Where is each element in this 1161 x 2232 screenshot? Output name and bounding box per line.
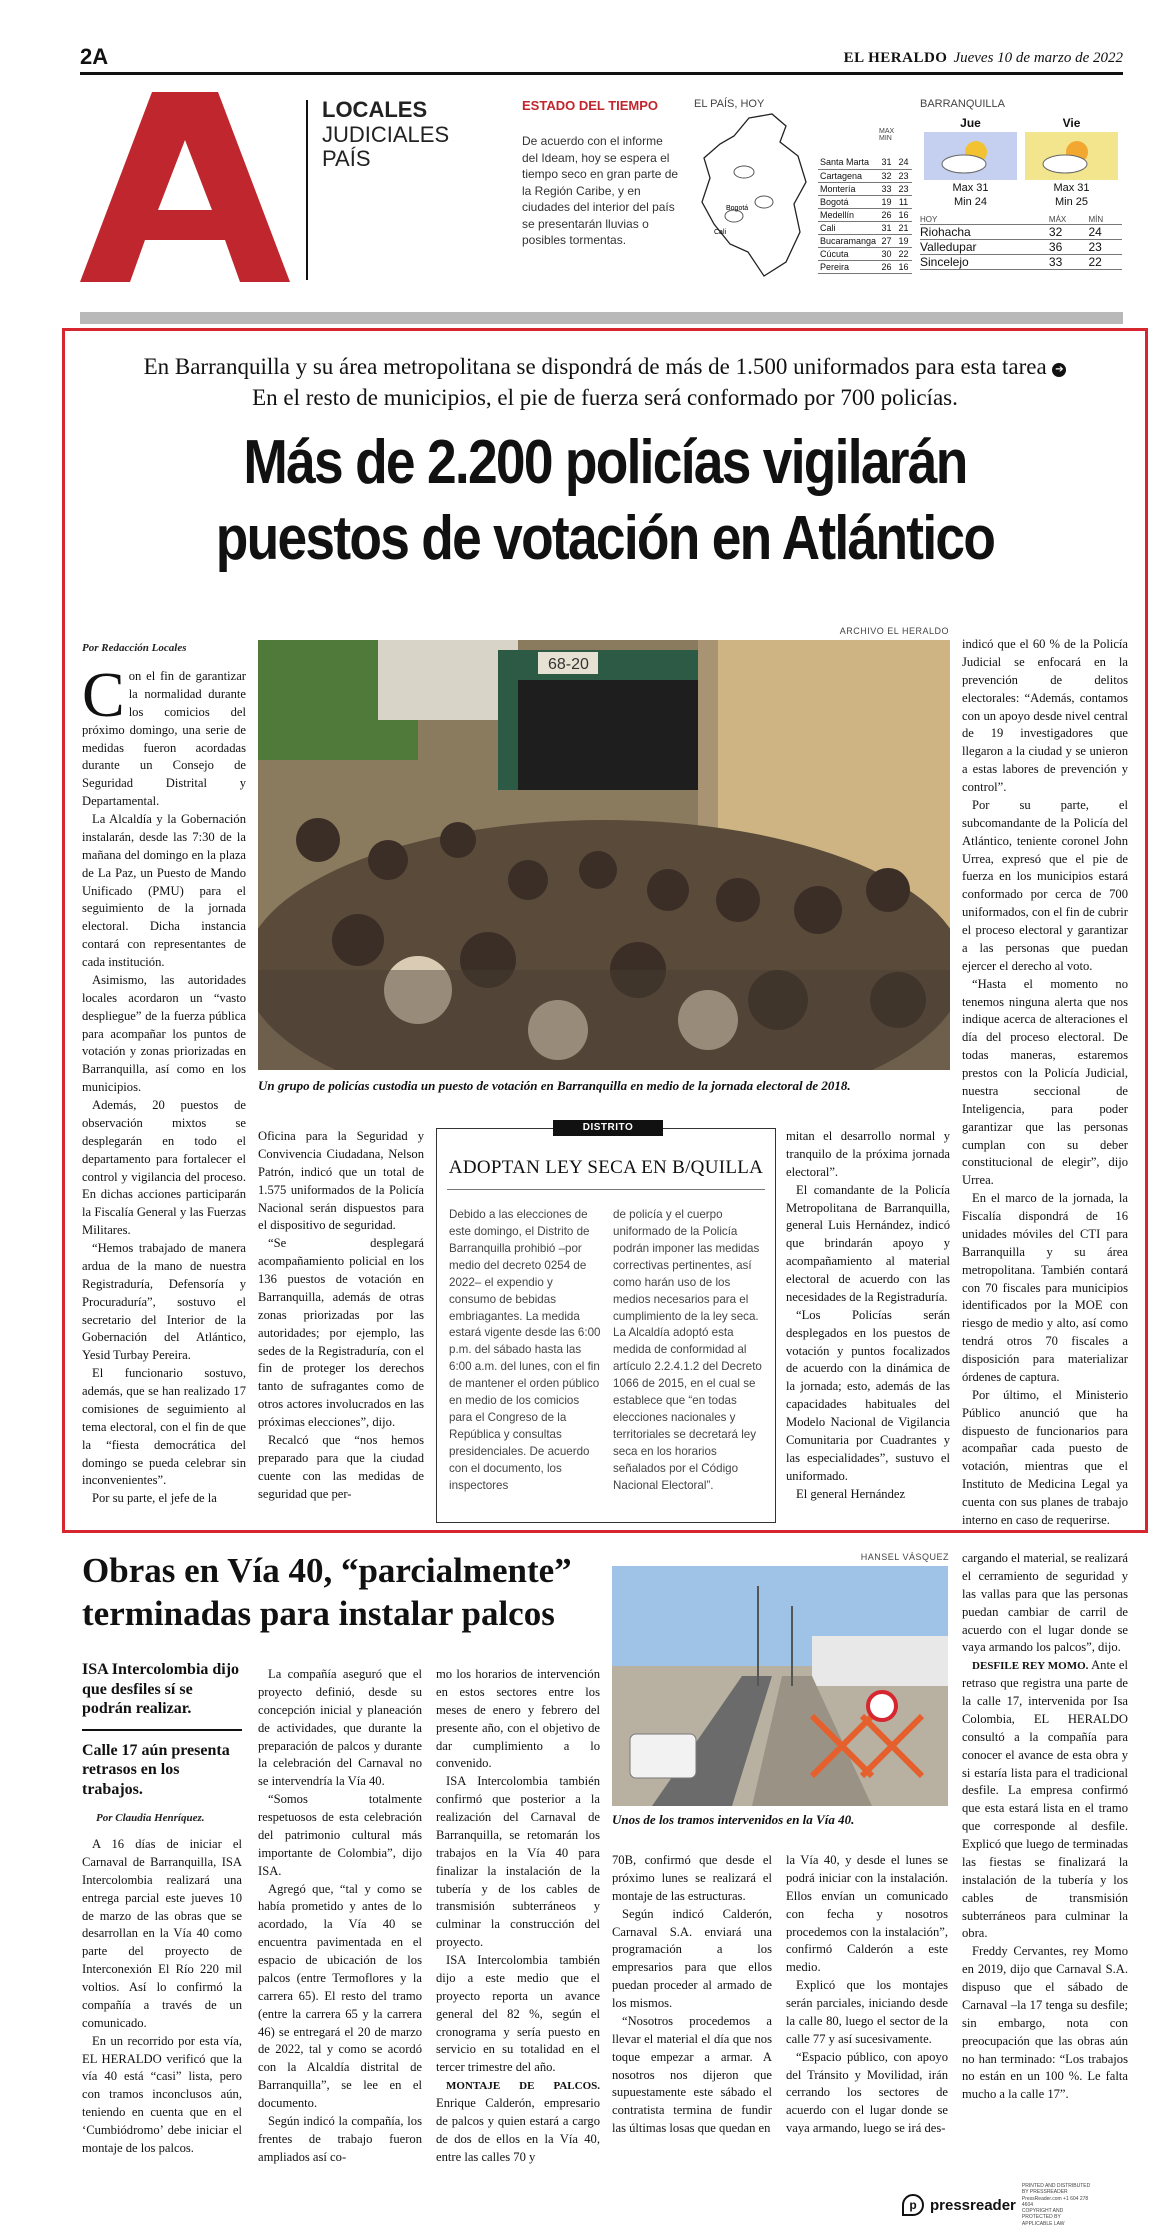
page-number: 2A [80,44,109,69]
section-pais[interactable]: PAÍS [322,146,371,172]
box-column: Debido a las elecciones de este domingo, el Distrito de Barranquilla prohibió –por medio del decreto 0254 de 2022– el expendio y consumo de bebidas embriagantes. La medida estará vigente desde las 6:00 p.m. del sábado hasta las 6:00 a.m. del lunes, con el fin de mantener el orden público en medio de los comicios para el Congreso de la República y consultas presidenciales. De acuerdo con el documento, los inspectores [449,1208,601,1492]
table-row: Pereira 26 16 [818,260,912,273]
article-column: 70B, confirmó que desde el próximo lunes se realizará el montaje de las estructuras. Según indicó Calderón, Carnaval S.A. enviará una programación a los empresarios para que ellos puedan proceder al armado de los mismos. “Nosotros procedemos a llevar el material el día que nos toque empezar a armar. A nosotros nos dijeron que supuestamente este sábado el contratista termina de fundir las últimas losas que quedan en [612,1853,772,2136]
city-temperature-table [818,156,912,274]
svg-text:Cali: Cali [714,229,727,236]
map-table-head: MAX MIN [879,128,895,142]
table-row: Bucaramanga 27 19 [818,234,912,247]
drop-cap: C [82,659,125,730]
masthead [844,50,1123,67]
article-column: cargando el material, se realizará el cerramiento de seguridad y las vallas para que las personas puedan cambiar de carril de acuerdo con el lugar donde se vaya armando los palcos”, dijo. DESFILE REY MOMO. Ante el retraso que registra una parte de la calle 17, intervenida por Isa Colombia, EL HERALDO consultó a la compañía para conocer el avance de esta obra y si estaría lista para el tradicional desfile. La empresa confirmó que esta estará lista en el tramo que corresponde al desfile. Explicó que luego de terminadas las fiestas se finalizará la instalación de la tubería y los cables de transmisión subterráneos para culminar la obra. Freddy Cervantes, rey Momo en 2019, dijo que Carnaval S.A. dispuso que el sábado de Carnaval –la 17 tenga su desfile; sin embargo, nota con preocupación que las obras aún no han terminado: “Los trabajos no están en un 100 %. Le falta mucho a la calle 17”. [962,1551,1128,2102]
partly-cloudy-icon [924,132,1017,180]
table-row: Bogotá 19 11 [818,195,912,208]
section-bar [80,312,1123,324]
svg-text:68-20: 68-20 [548,656,589,673]
pressreader-icon: p [902,2194,924,2216]
byline: Por Claudia Henríquez. [96,1812,205,1824]
story-kicker: ISA Intercolombia dijo que desfiles sí se podrán realizar. Calle 17 aún presenta retrasos en los trabajos. [82,1660,242,1799]
byline: Por Redacción Locales [82,642,187,654]
photo-caption: Un grupo de policías custodia un puesto de votación en Barranquilla en medio de la jornada electoral de 2018. [258,1078,851,1093]
table-row: Valledupar 36 23 [920,239,1122,254]
weather-text: De acuerdo con el informe del Ideam, hoy se espera el tiempo seco en gran parte de la Región Caribe, y en ciudades del interior del país se presentarán lluvias o posibles tormentas. [522,134,679,248]
section-list [322,98,449,172]
article-column: mo los horarios de intervención en estos sectores entre los meses de enero y febrero del presente año, con el objetivo de dar cumplimiento a lo convenido. ISA Intercolombia también confirmó que posterior a la realización del Carnaval de Barranquilla, se retomarán los trabajos en la Vía 40 para finalizar la instalación de la tubería y de los cables de transmisión subterráneos y culminar la construcción del proyecto. ISA Intercolombia también dijo a este medio que el proyecto reporta un avance general del 82 %, según el cronograma y sería puesto en servicio en su totalidad en el tercer trimestre del año. MONTAJE DE PALCOS. Enrique Calderón, empresario de palcos y quien estará a cargo de dos de ellos en la Vía 40, entre las calles 70 y [436,1667,600,2164]
forecast-label: BARRANQUILLA [920,98,1005,110]
weather-title: ESTADO DEL TIEMPO [522,98,659,113]
article-column: mitan el desarrollo normal y tranquilo de la próxima jornada electoral”. El comandante de la Policía Metropolitana de Barranquilla, general Luis Hernández, indicó que brindarán apoyo y acompañamiento al material electoral de acuerdo con las necesidades de la Registraduría. “Los Policías serán desplegados en los puestos de votación y puntos focalizados de acuerdo con la dinámica de la jornada; esto, además de las capacidades habituales del Modelo Nacional de Vigilancia Comunitaria por Cuadrantes y las especialidades”, sustuvo el uniformado. El general Hernández [786,1129,950,1501]
box-title: ADOPTAN LEY SECA EN B/QUILLA [448,1157,764,1178]
article-column: A 16 días de iniciar el Carnaval de Barranquilla, ISA Intercolombia realizará una entrega parcial este jueves 10 de marzo de las obras que se desarrollan en la Vía 40 como parte del proyecto de Interconexión El Río 220 mil voltios. Así lo confirmó la compañía a través de un comunicado. En un recorrido por esta vía, EL HERALDO verificó que la vía 40 está “casi” lista, pero con tramos inconclusos aún, teniendo en cuenta que en el ‘Cumbiódromo’ debe iniciar el montaje de los palcos. [82,1837,242,2155]
table-row: Cartagena 32 23 [818,169,912,182]
table-row: Cali 31 21 [818,221,912,234]
arrow-icon: ➔ [1052,363,1066,377]
map-label: EL PAÍS, HOY [694,98,765,110]
section-judiciales[interactable]: JUDICIALES [322,121,450,147]
section-locales[interactable]: LOCALES [322,97,428,122]
section-divider [306,100,308,280]
article-column: indicó que el 60 % de la Policía Judicial se enfocará en la prevención de delitos electorales: “Además, contamos con un apoyo desde nivel central de 19 investigadores que llegaron a la ciudad y se unieron a estas labores de prevención y control”. Por su parte, el subcomandante de la Policía del Atlántico, teniente coronel John Urrea, expresó que el pie de fuerza en los municipios estará conformado por cerca de 700 uniformados, con el fin de cubrir el proceso electoral y garantizar a las personas que puedan ejercer el derecho al voto. “Hasta el momento no tenemos ninguna alerta que nos indique acerca de alteraciones el día del proceso electoral. De todas maneras, estaremos prestos con la Policía Judicial, nuestra seccional de Inteligencia, para poder garantizar que las personas cumplan con su deber constitucional de elegir”, dijo Urrea. En el marco de la jornada, la Fiscalía dispondrá de 16 unidades móviles del CTI para Barranquilla y su área metropolitana. También contará con 70 fiscales para municipios identificados por la MOE con riesgo de medio y alto, así como tendrá otros 70 fiscales a disposición para materializar órdenes de captura. Por último, el Ministerio Público anunció que ha dispuesto de funcionarios para acompañar cada puesto de votación, mientras que el Instituto de Medicina Legal ya cuenta con sus planes de trabajo interno en caso de requerirse. [962,637,1128,1527]
article-column: C on el fin de garantizar la normalidad durante los comicios del próximo domingo, una serie de medidas fueron acordadas durante un Consejo de Seguridad Distrital y Departamental. La Alcaldía y la Gobernación instalarán, desde las 7:30 de la mañana del domingo en la plaza de La Paz, un Puesto de Mando Unificado (PMU) para el seguimiento de la jornada electoral. Dicha instancia contará con representantes de cada institución. Asimismo, las autoridades locales acordaron un “vasto despliegue” de la fuerza pública para acompañar los puntos de votación y zonas priorizadas en Barranquilla, así como en los municipios. Además, 20 puestos de observación mixtos se desplegarán en todo el departamento para fortalecer el control y vigilancia del proceso. En dichas acciones participarán la Fiscalía General y las Fuerzas Militares. “Hemos trabajado de manera ardua de la mano de nuestra Registraduría, Defensoría y Procuraduría”, sostuvo el secretario del Interior de la Gobernación del Atlántico, Yesid Turbay Pereira. El funcionario sostuvo, además, que se han realizado 17 comisiones de seguimiento al tema electoral, con el fin de que la “fiesta democrática del domingo se pueda celebrar sin inconvenientes”. Por su parte, el jefe de la [82,659,246,1506]
table-row: Santa Marta 31 24 [818,156,912,169]
table-row: Sincelejo 33 22 [920,254,1122,269]
news-photo-road-works[interactable] [612,1566,948,1806]
forecast-day: Vie Max 31 Min 25 [1021,116,1122,209]
table-row: Riohacha 32 24 [920,224,1122,239]
table-row: Cúcuta 30 22 [818,247,912,260]
table-row: Medellín 26 16 [818,208,912,221]
news-photo-crowd[interactable] [258,640,950,1070]
box-tag: DISTRITO [553,1120,663,1136]
box-rule [447,1189,765,1190]
story-headline[interactable]: Más de 2.200 policías vigilarán puestos de votación en Atlántico [215,428,995,573]
photo-credit: HANSEL VÁSQUEZ [860,1552,949,1562]
barranquilla-forecast [920,98,1122,270]
box-column: de policía y el cuerpo uniformado de la Policía podrán imponer las medidas correctivas pertinentes, así como harán uso de los medios necesarios para el cumplimiento de la ley seca. La Alcaldía adoptó esta medida de conformidad al artículo 2.2.4.1.2 del Decreto 1066 de 2015, en el cual se establece que “en todas elecciones nacionales y territoriales se decretará ley seca en los horarios señalados por el Código Nacional Electoral”. [613,1208,762,1492]
article-column: Oficina para la Seguridad y Convivencia Ciudadana, Nelson Patrón, indicó que un total de 1.575 uniformados de la Policía Nacional serán dispuestos para el dispositivo de seguridad. “Se desplegará acompañamiento policial en los 136 puestos de votación en Barranquilla, además de otras zonas priorizadas por las autoridades; por ejemplo, las sedes de la Registraduría, con el fin de proteger los derechos tanto de sufragantes como de otros actores involucrados en las próximas elecciones”, dijo. Recalcó que “nos hemos preparado para que la ciudad cuente con las medidas de seguridad que per- [258,1129,424,1501]
kicker-rule [82,1729,242,1731]
story-headline[interactable]: Obras en Vía 40, “parcialmente” terminadas para instalar palcos [82,1551,572,1633]
partly-cloudy-icon [1025,132,1118,180]
colombia-map-icon [694,112,814,282]
section-letter-logo [80,92,290,282]
photo-credit: ARCHIVO EL HERALDO [839,626,949,636]
photo-caption: Unos de los tramos intervenidos en la Vía 40. [612,1812,855,1827]
svg-text:Bogotá: Bogotá [726,205,749,212]
header-rule [80,72,1123,75]
sidebar-box [436,1122,776,1523]
regional-temperature-table: HOY MÁX MÍN Riohacha 32 24 Valledupar 36 23 Sincelejo 33 22 [920,215,1122,270]
svg-text:A: A [80,92,81,93]
pressreader-badge[interactable]: p pressreader PRINTED AND DISTRIBUTED BY PRESSREADER PressReader.com +1 604 278 4604 COPYRIGHT AND PROTECTED BY APPLICABLE LAW [902,2190,1128,2220]
newspaper-name: EL HERALDO [843,50,948,66]
issue-date: Jueves 10 de marzo de 2022 [953,50,1123,66]
weather-map [694,98,912,286]
article-column: la Vía 40, y desde el lunes se podrá iniciar con la instalación. Ellos envían un comunicado con fecha y nosotros procedemos con la instalación”, confirmó Calderón a este medio. Explicó que los montajes serán parciales, iniciando desde la calle 80, luego el sector de la calle 77 y así sucesivamente. “Espacio público, con apoyo del Tránsito y Movilidad, irán cerrando los sectores de acuerdo con el lugar donde se vaya armando, luego se irá des- [786,1853,948,2136]
story-deck: En Barranquilla y su área metropolitana se dispondrá de más de 1.500 uniformados para esta tarea ➔ En el resto de municipios, el pie de fuerza será conformado por 700 policías. [130,352,1080,413]
article-column: La compañía aseguró que el proyecto definió, desde su concepción inicial y planeación de actividades, que durante la preparación de palcos y durante la celebración del Carnaval no se intervendría la Vía 40. “Somos totalmente respetuosos de esta celebración del patrimonio cultural más importante de Colombia”, dijo ISA. Agregó que, “tal y como se había prometido y antes de lo acordado, la Vía 40 se encuentra pavimentada en el espacio de ubicación de los palcos (entre Termoflores y la carrera 65). El resto del tramo (entre la carrera 65 y la carrera 46) se entregará el 20 de marzo de 2022, tal y como se acordó con la Alcaldía distrital de Barranquilla”, se lee en el documento. Según indicó la compañía, los frentes de trabajo fueron ampliados así co- [258,1667,422,2164]
table-row: Montería 33 23 [818,182,912,195]
forecast-day: Jue Max 31 Min 24 [920,116,1021,209]
